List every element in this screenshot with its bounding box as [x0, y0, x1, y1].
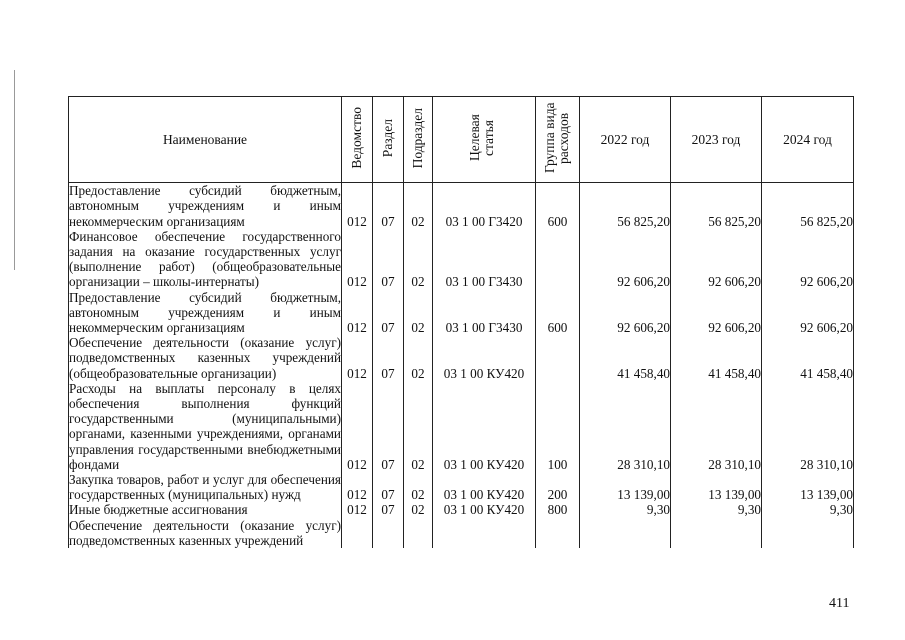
table-row	[69, 502, 854, 517]
row-name: Обеспечение деятельности (оказание услуг) подведомственных казенных учреждений (общеобразовательные организации)	[69, 335, 341, 381]
row-subsection: 02	[404, 381, 433, 472]
page-number: 411	[829, 596, 850, 611]
row-group: 800	[536, 502, 580, 517]
row-section	[373, 518, 404, 548]
row-name: Расходы на выплаты персоналу в целях обеспечения выполнения функций государственными (муниципальными) органами, казенными учреждениями, органами управления государственными внебюджетными фондами	[69, 380, 341, 472]
table-row	[69, 183, 854, 229]
row-article: 03 1 00 Г3420	[433, 183, 536, 229]
header-2023: 2023 год	[671, 97, 762, 183]
row-section: 07	[373, 229, 404, 290]
row-value-2024: 28 310,10	[762, 381, 854, 472]
row-value-2023: 28 310,10	[671, 381, 762, 472]
row-group	[536, 518, 580, 548]
row-value-2023: 92 606,20	[671, 229, 762, 290]
header-2024: 2024 год	[762, 97, 854, 183]
row-ministry	[342, 518, 373, 548]
row-group: 600	[536, 290, 580, 336]
table-row	[69, 518, 854, 548]
row-value-2023: 56 825,20	[671, 183, 762, 229]
row-article: 03 1 00 Г3430	[433, 229, 536, 290]
row-value-2022: 92 606,20	[580, 290, 671, 336]
table-header-row	[69, 97, 854, 183]
row-subsection	[404, 518, 433, 548]
row-value-2024: 56 825,20	[762, 183, 854, 229]
budget-table	[68, 96, 854, 548]
row-ministry: 012	[342, 335, 373, 381]
row-value-2022	[580, 518, 671, 548]
row-article: 03 1 00 Г3430	[433, 290, 536, 336]
table-row	[69, 381, 854, 472]
row-value-2022: 28 310,10	[580, 381, 671, 472]
header-expense-group: Группа вида расходов	[536, 97, 580, 183]
row-subsection: 02	[404, 502, 433, 517]
row-value-2023: 13 139,00	[671, 472, 762, 502]
row-value-2022: 56 825,20	[580, 183, 671, 229]
row-value-2023: 41 458,40	[671, 335, 762, 381]
row-value-2022: 13 139,00	[580, 472, 671, 502]
row-value-2023: 9,30	[671, 502, 762, 517]
row-ministry: 012	[342, 502, 373, 517]
row-section: 07	[373, 290, 404, 336]
header-2022: 2022 год	[580, 97, 671, 183]
row-name: Предоставление субсидий бюджетным, автономным учреждениям и иным некоммерческим организациям	[69, 183, 341, 229]
row-group: 100	[536, 381, 580, 472]
row-subsection: 02	[404, 229, 433, 290]
row-value-2024: 13 139,00	[762, 472, 854, 502]
row-value-2024: 92 606,20	[762, 290, 854, 336]
row-subsection: 02	[404, 472, 433, 502]
row-subsection: 02	[404, 290, 433, 336]
row-value-2022: 9,30	[580, 502, 671, 517]
row-subsection: 02	[404, 335, 433, 381]
row-name: Иные бюджетные ассигнования	[69, 502, 342, 517]
row-article: 03 1 00 КУ420	[433, 472, 536, 502]
row-value-2023: 92 606,20	[671, 290, 762, 336]
row-value-2022: 92 606,20	[580, 229, 671, 290]
row-name: Предоставление субсидий бюджетным, автономным учреждениям и иным некоммерческим организациям	[69, 289, 341, 336]
row-section: 07	[373, 502, 404, 517]
row-name: Финансовое обеспечение государственного задания на оказание государственных услуг (выполнение работ) (общеобразовательные организации – школы-интернаты)	[69, 228, 341, 290]
row-value-2022: 41 458,40	[580, 335, 671, 381]
header-section: Раздел	[373, 97, 404, 183]
row-group: 600	[536, 183, 580, 229]
table-row	[69, 472, 854, 502]
row-group	[536, 335, 580, 381]
page-edge-line	[14, 70, 15, 270]
row-group	[536, 229, 580, 290]
row-group: 200	[536, 472, 580, 502]
table-row	[69, 335, 854, 381]
row-ministry: 012	[342, 229, 373, 290]
row-value-2024: 92 606,20	[762, 229, 854, 290]
table-row	[69, 229, 854, 290]
row-section: 07	[373, 183, 404, 229]
table-row	[69, 290, 854, 336]
header-target-article: Целевая статья	[433, 97, 536, 183]
row-value-2024	[762, 518, 854, 548]
row-ministry: 012	[342, 290, 373, 336]
row-subsection: 02	[404, 183, 433, 229]
header-name: Наименование	[69, 97, 342, 183]
row-article: 03 1 00 КУ420	[433, 381, 536, 472]
row-name: Закупка товаров, работ и услуг для обеспечения государственных (муниципальных) нужд	[69, 472, 341, 503]
row-ministry: 012	[342, 472, 373, 502]
row-section: 07	[373, 472, 404, 502]
row-value-2024: 9,30	[762, 502, 854, 517]
row-article	[433, 518, 536, 548]
header-ministry: Ведомство	[342, 97, 373, 183]
row-value-2024: 41 458,40	[762, 335, 854, 381]
row-value-2023	[671, 518, 762, 548]
row-ministry: 012	[342, 183, 373, 229]
row-name: Обеспечение деятельности (оказание услуг) подведомственных казенных учреждений	[69, 517, 341, 548]
row-article: 03 1 00 КУ420	[433, 335, 536, 381]
header-subsection: Подраздел	[404, 97, 433, 183]
row-ministry: 012	[342, 381, 373, 472]
row-section: 07	[373, 335, 404, 381]
row-article: 03 1 00 КУ420	[433, 502, 536, 517]
row-section: 07	[373, 381, 404, 472]
